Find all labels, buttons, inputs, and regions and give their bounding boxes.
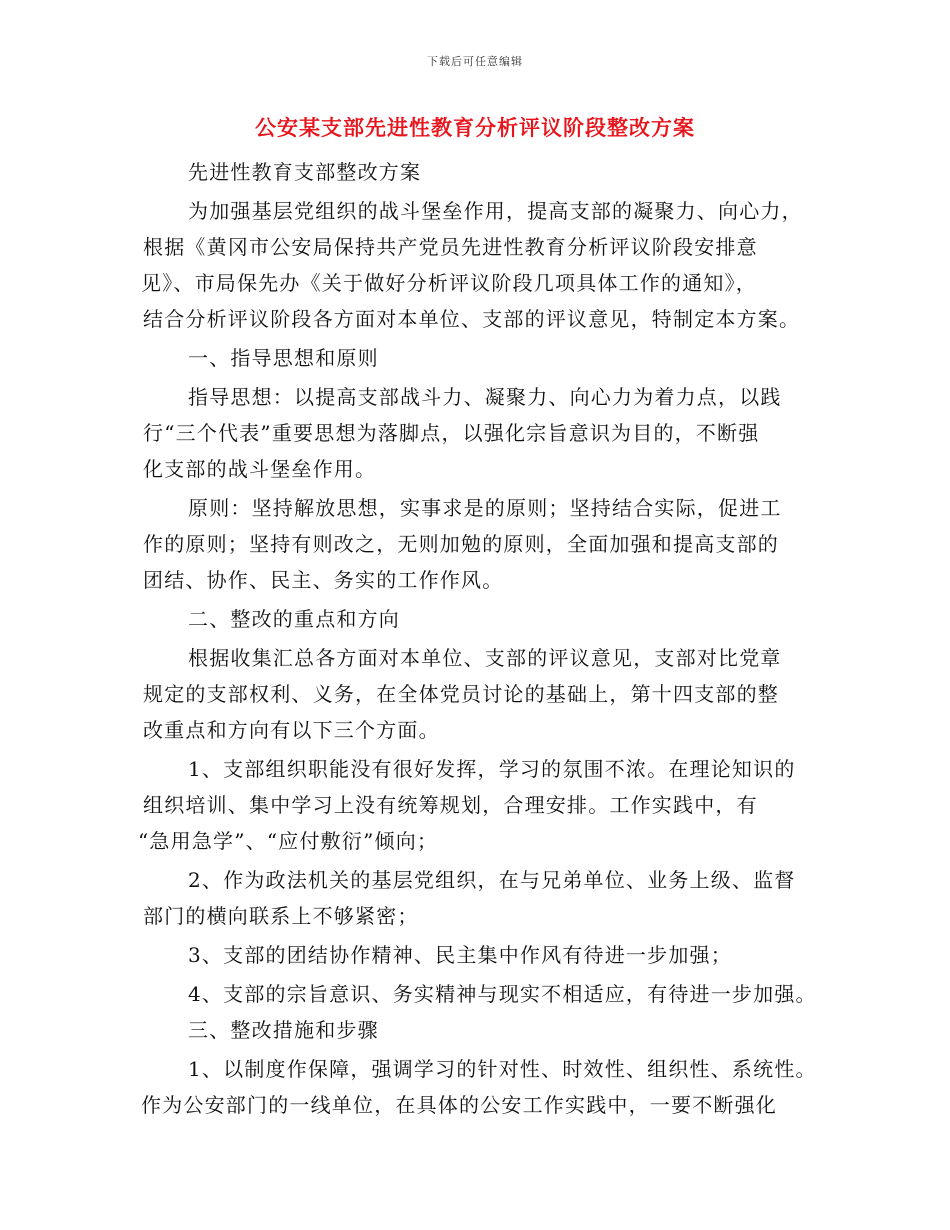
- body-line: 化支部的战斗堡垒作用。: [143, 457, 377, 481]
- body-line: 团结、协作、民主、务实的工作作风。: [143, 568, 504, 592]
- body-line: 改重点和方向有以下三个方面。: [143, 718, 440, 742]
- section-heading: 一、指导思想和原则: [188, 346, 379, 370]
- body-line: 2、作为政法机关的基层党组织，在与兄弟单位、业务上级、监督: [188, 868, 796, 892]
- section-heading: 三、整改措施和步骤: [188, 1018, 379, 1042]
- body-line: 先进性教育支部整改方案: [188, 160, 422, 184]
- body-line: 部门的横向联系上不够紧密；: [143, 904, 419, 928]
- body-line: 作的原则；坚持有则改之，无则加勉的原则，全面加强和提高支部的: [143, 532, 779, 556]
- body-line: “急用急学”、“应付敷衍”倾向；: [138, 829, 439, 853]
- body-line: 指导思想：以提高支部战斗力、凝聚力、向心力为着力点，以践: [188, 385, 782, 409]
- body-line: 原则：坚持解放思想，实事求是的原则；坚持结合实际，促进工: [188, 496, 782, 520]
- body-line: 为加强基层党组织的战斗堡垒作用，提高支部的凝聚力、向心力，: [188, 199, 803, 223]
- body-line: 1、支部组织职能没有很好发挥，学习的氛围不浓。在理论知识的: [188, 757, 796, 781]
- body-line: 组织培训、集中学习上没有统筹规划，合理安排。工作实践中，有: [143, 793, 758, 817]
- section-heading: 二、整改的重点和方向: [188, 607, 400, 631]
- header-note: 下载后可任意编辑: [427, 55, 523, 68]
- body-line: 4、支部的宗旨意识、务实精神与现实不相适应，有待进一步加强。: [188, 982, 817, 1006]
- body-line: 见》、市局保先办《关于做好分析评议阶段几项具体工作的通知》，: [141, 271, 757, 295]
- body-line: 1、以制度作保障，强调学习的针对性、时效性、组织性、系统性。: [188, 1057, 817, 1081]
- body-line: 结合分析评议阶段各方面对本单位、支部的评议意见，特制定本方案。: [143, 307, 801, 331]
- body-line: 作为公安部门的一线单位，在具体的公安工作实践中，一要不断强化: [141, 1093, 777, 1117]
- body-line: 规定的支部权利、义务，在全体党员讨论的基础上，第十四支部的整: [143, 682, 779, 706]
- body-line: 根据《黄冈市公安局保持共产党员先进性教育分析评议阶段安排意: [143, 235, 758, 259]
- body-line: 行“三个代表”重要思想为落脚点，以强化宗旨意识为目的，不断强: [143, 421, 760, 445]
- body-line: 3、支部的团结协作精神、民主集中作风有待进一步加强；: [188, 943, 732, 967]
- body-line: 根据收集汇总各方面对本单位、支部的评议意见，支部对比党章: [188, 646, 782, 670]
- document-title: 公安某支部先进性教育分析评议阶段整改方案: [255, 116, 695, 140]
